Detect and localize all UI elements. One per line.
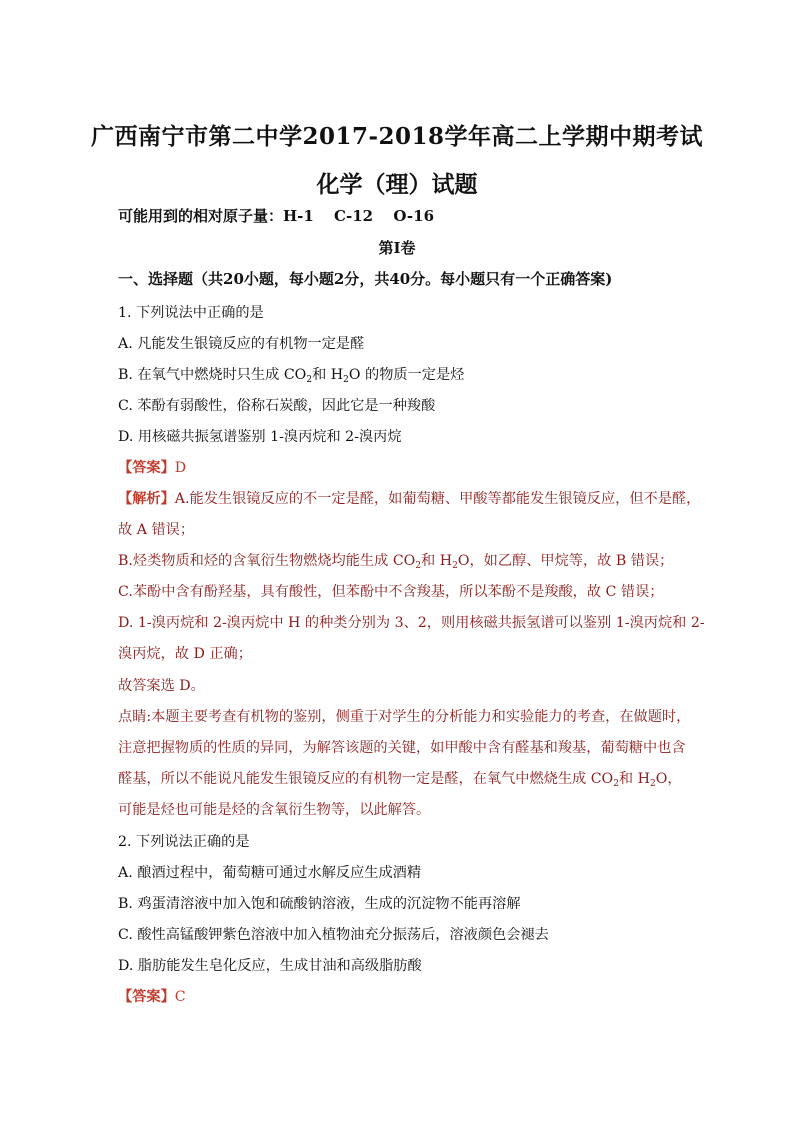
- atomic-mass-note: 可能用到的相对原子量：H-1 C-12 O-16: [118, 207, 435, 225]
- q1-analysis-line-5: D. 1-溴丙烷和 2-溴丙烷中 H 的种类分别为 3、2，则用核磁共振氢谱可以鉴别 1-溴丙烷和 2-: [118, 615, 705, 631]
- answer-tag: 【答案】: [118, 989, 175, 1005]
- exam-title: 广西南宁市第二中学2017-2018学年高二上学期中期考试: [90, 123, 704, 150]
- q1-conclusion: 故答案选 D。: [118, 678, 205, 694]
- answer-tag: 【答案】: [118, 460, 175, 476]
- q1-option-b-text-3: O 的物质一定是烃: [348, 367, 465, 383]
- q2-option-c: C. 酸性高锰酸钾紫色溶液中加入植物油充分振荡后，溶液颜色会褪去: [118, 927, 549, 943]
- analysis-text: A.能发生银镜反应的不一定是醛，如葡萄糖、甲酸等都能发生银镜反应，但不是醛，: [174, 491, 701, 507]
- q1-comment-line-3: [118, 768, 682, 788]
- answer-value: C: [174, 989, 186, 1005]
- section-heading: 一、选择题（共20小题，每小题2分，共40分。每小题只有一个正确答案): [118, 270, 613, 288]
- comment-text: 和 H: [618, 771, 650, 787]
- q1-option-b: [118, 364, 464, 384]
- q1-analysis-line-6: 溴丙烷，故 D 正确；: [118, 646, 252, 662]
- q1-comment-line-2: 注意把握物质的性质的异同，为解答该题的关键，如甲酸中含有醛基和羧基，葡萄糖中也含: [118, 740, 686, 756]
- q2-stem: 2. 下列说法正确的是: [118, 834, 250, 850]
- analysis-tag: 【解析】: [118, 491, 175, 507]
- q1-option-d: D. 用核磁共振氢谱鉴别 1-溴丙烷和 2-溴丙烷: [118, 429, 402, 445]
- q2-option-b: B. 鸡蛋清溶液中加入饱和硫酸钠溶液，生成的沉淀物不能再溶解: [118, 896, 521, 912]
- analysis-text: B.烃类物质和烃的含氧衍生物燃烧均能生成 CO: [118, 553, 416, 569]
- comment-text: O，: [655, 771, 682, 787]
- subscript: 2: [613, 779, 619, 789]
- q1-comment-line-1: 点睛:本题主要考查有机物的鉴别，侧重于对学生的分析能力和实验能力的考查，在做题时，: [118, 709, 691, 725]
- q1-option-c: C. 苯酚有弱酸性，俗称石炭酸，因此它是一种羧酸: [118, 398, 436, 414]
- q1-comment-line-4: 可能是烃也可能是烃的含氧衍生物等，以此解答。: [118, 802, 431, 818]
- q2-option-a: A. 酿酒过程中，葡萄糖可通过水解反应生成酒精: [118, 865, 422, 881]
- q2-option-d: D. 脂肪能发生皂化反应，生成甘油和高级脂肪酸: [118, 958, 422, 974]
- comment-text: 醛基，所以不能说凡能发生银镜反应的有机物一定是醛，在氧气中燃烧生成 CO: [118, 771, 614, 787]
- subscript: 2: [415, 561, 422, 571]
- subscript: 2: [452, 561, 458, 571]
- q1-option-b-text-2: 和 H: [312, 367, 344, 383]
- analysis-text: 和 H: [421, 553, 453, 569]
- q1-analysis-line-1: [118, 488, 700, 508]
- q1-option-b-text-1: B. 在氧气中燃烧时只生成 CO: [118, 367, 307, 383]
- subscript: 2: [306, 375, 313, 385]
- subscript: 2: [343, 375, 349, 385]
- analysis-text: O，如乙醇、甲烷等，故 B 错误；: [457, 553, 674, 569]
- subscript: 2: [650, 779, 656, 789]
- q1-option-a: A. 凡能发生银镜反应的有机物一定是醛: [118, 336, 365, 352]
- q1-stem: 1. 下列说法中正确的是: [118, 305, 264, 321]
- volume-heading: 第I卷: [378, 239, 416, 257]
- q1-analysis-line-2: 故 A 错误；: [118, 522, 195, 538]
- q1-analysis-line-4: C.苯酚中含有酚羟基，具有酸性，但苯酚中不含羧基，所以苯酚不是羧酸，故 C 错误；: [118, 584, 664, 600]
- answer-value: D: [174, 460, 187, 476]
- q1-analysis-line-3: [118, 550, 673, 570]
- q2-answer: [118, 986, 186, 1006]
- exam-subtitle: 化学（理）试题: [316, 171, 478, 198]
- q1-answer: [118, 457, 186, 477]
